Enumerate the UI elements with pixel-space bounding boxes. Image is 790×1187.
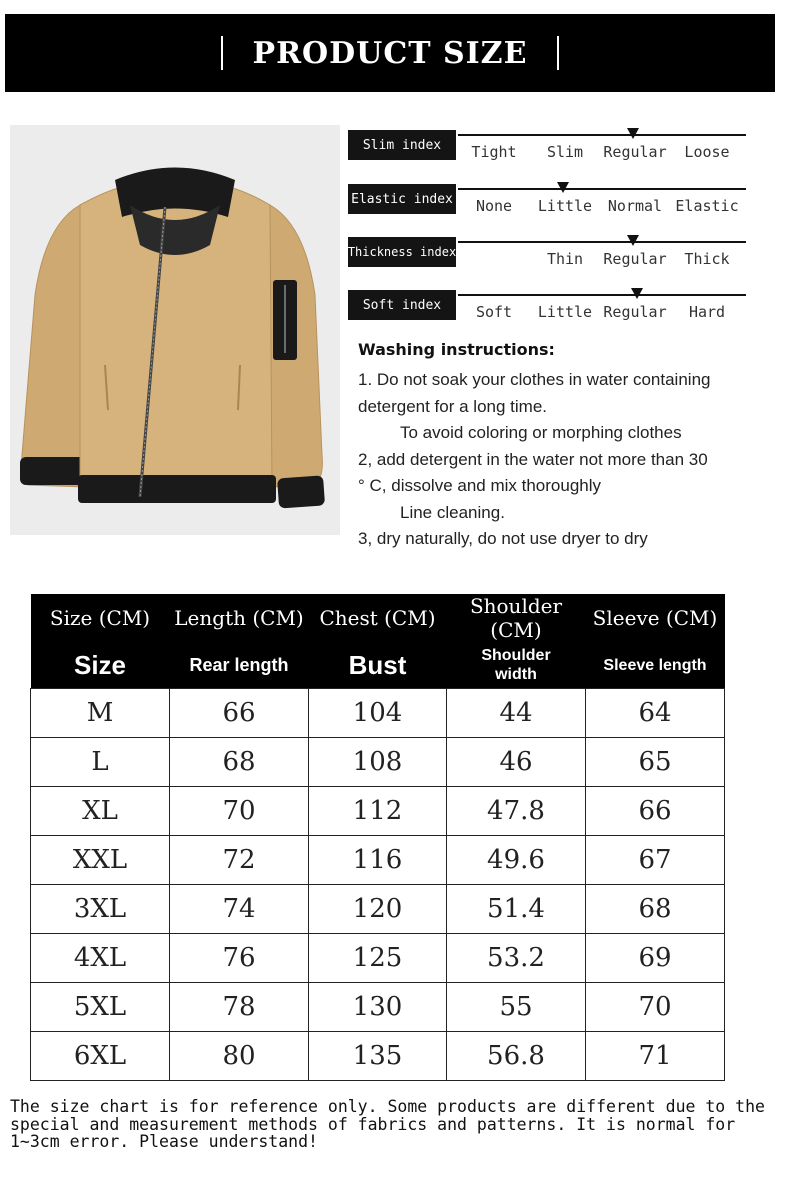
soft-index-option: Regular [603, 303, 667, 321]
thickness-index-option: Thin [546, 250, 584, 268]
size-cell: 3XL [31, 885, 170, 934]
header-shoulder-cm: Shoulder (CM) [447, 594, 586, 642]
size-chart-table [30, 594, 725, 1081]
chest-cell: 116 [309, 836, 447, 885]
table-row [31, 787, 725, 836]
table-row [31, 836, 725, 885]
washing-line: 1. Do not soak your clothes in water containing [358, 370, 711, 389]
elastic-index-label: Elastic index [348, 184, 456, 214]
thickness-index-option: Regular [603, 250, 667, 268]
chest-cell: 120 [309, 885, 447, 934]
soft-index-row [348, 288, 748, 322]
sleeve-cell: 69 [586, 934, 725, 983]
length-cell: 68 [170, 738, 309, 787]
product-size-banner [5, 14, 775, 92]
length-cell: 80 [170, 1032, 309, 1081]
thickness-index-marker [627, 235, 639, 246]
product-image [10, 125, 340, 535]
elastic-index-marker [557, 182, 569, 193]
washing-line: To avoid coloring or morphing clothes [400, 423, 682, 442]
size-disclaimer-note: The size chart is for reference only. Some products are different due to the special and measurement methods of fabrics and patterns. It is normal for 1~3cm error. Please understand! [10, 1097, 765, 1151]
sleeve-cell: 68 [586, 885, 725, 934]
shoulder-cell: 53.2 [447, 934, 586, 983]
soft-index-option: Hard [688, 303, 726, 321]
washing-line: detergent for a long time. [358, 396, 548, 416]
table-row [31, 885, 725, 934]
soft-index-option: Soft [475, 303, 513, 321]
thickness-index-row [348, 235, 748, 269]
chest-cell: 104 [309, 689, 447, 738]
header-row-label [31, 642, 725, 689]
size-cell: XL [31, 787, 170, 836]
sleeve-cell: 67 [586, 836, 725, 885]
header-length-cm: Length (CM) [170, 594, 309, 642]
size-cell: M [31, 689, 170, 738]
header-bust: Bust [309, 642, 447, 689]
soft-index-option: Little [537, 303, 593, 321]
thickness-index-label: Thickness index [348, 237, 456, 267]
header-rear-length: Rear length [170, 642, 309, 689]
size-cell: XXL [31, 836, 170, 885]
elastic-index-option: Normal [607, 197, 663, 215]
chest-cell: 112 [309, 787, 447, 836]
chest-cell: 108 [309, 738, 447, 787]
slim-index-label: Slim index [348, 130, 456, 160]
sleeve-cell: 66 [586, 787, 725, 836]
banner-divider-left [221, 36, 223, 70]
washing-line: ° C, dissolve and mix thoroughly [358, 476, 602, 495]
table-row [31, 934, 725, 983]
shoulder-cell: 55 [447, 983, 586, 1032]
sleeve-cell: 71 [586, 1032, 725, 1081]
size-cell: L [31, 738, 170, 787]
slim-index-scale [458, 134, 746, 136]
elastic-index-option: Little [537, 197, 593, 215]
washing-line: Line cleaning. [400, 502, 505, 522]
header-size: Size [31, 642, 170, 689]
header-row-measure [31, 594, 725, 642]
washing-line: 3, dry naturally, do not use dryer to dry [358, 529, 648, 548]
slim-index-option: Slim [546, 143, 584, 161]
elastic-index-option: None [475, 197, 513, 215]
slim-index-marker [627, 128, 639, 139]
shoulder-cell: 49.6 [447, 836, 586, 885]
header-size-cm: Size (CM) [31, 594, 170, 642]
length-cell: 70 [170, 787, 309, 836]
washing-heading: Washing instructions: [358, 340, 555, 359]
shoulder-cell: 44 [447, 689, 586, 738]
size-cell: 5XL [31, 983, 170, 1032]
length-cell: 78 [170, 983, 309, 1032]
length-cell: 76 [170, 934, 309, 983]
thickness-index-option: Thick [684, 250, 730, 268]
chest-cell: 125 [309, 934, 447, 983]
header-chest-cm: Chest (CM) [309, 594, 447, 642]
washing-instructions [358, 340, 768, 553]
banner-title: PRODUCT SIZE [252, 35, 528, 71]
slim-index-option: Tight [471, 143, 517, 161]
shoulder-cell: 51.4 [447, 885, 586, 934]
table-row [31, 1032, 725, 1081]
soft-index-label: Soft index [348, 290, 456, 320]
elastic-index-option: Elastic [675, 197, 739, 215]
soft-index-scale [458, 294, 746, 296]
thickness-index-scale [458, 241, 746, 243]
shoulder-cell: 56.8 [447, 1032, 586, 1081]
size-cell: 6XL [31, 1032, 170, 1081]
sleeve-cell: 65 [586, 738, 725, 787]
banner-divider-right [557, 36, 559, 70]
washing-line: 2, add detergent in the water not more than 30 [358, 449, 708, 469]
table-row [31, 738, 725, 787]
shoulder-cell: 47.8 [447, 787, 586, 836]
size-cell: 4XL [31, 934, 170, 983]
elastic-index-row [348, 182, 748, 216]
soft-index-marker [631, 288, 643, 299]
sleeve-cell: 70 [586, 983, 725, 1032]
table-row [31, 689, 725, 738]
length-cell: 74 [170, 885, 309, 934]
chest-cell: 135 [309, 1032, 447, 1081]
length-cell: 66 [170, 689, 309, 738]
chest-cell: 130 [309, 983, 447, 1032]
slim-index-option: Loose [684, 143, 730, 161]
header-sleeve-cm: Sleeve (CM) [586, 594, 725, 642]
header-sleeve-length: Sleeve length [586, 642, 725, 689]
header-shoulder-width: Shoulder width [447, 642, 586, 689]
jacket-illustration [10, 125, 340, 535]
table-row [31, 983, 725, 1032]
elastic-index-scale [458, 188, 746, 190]
length-cell: 72 [170, 836, 309, 885]
slim-index-option: Regular [603, 143, 667, 161]
shoulder-cell: 46 [447, 738, 586, 787]
sleeve-cell: 64 [586, 689, 725, 738]
slim-index-row [348, 128, 748, 162]
